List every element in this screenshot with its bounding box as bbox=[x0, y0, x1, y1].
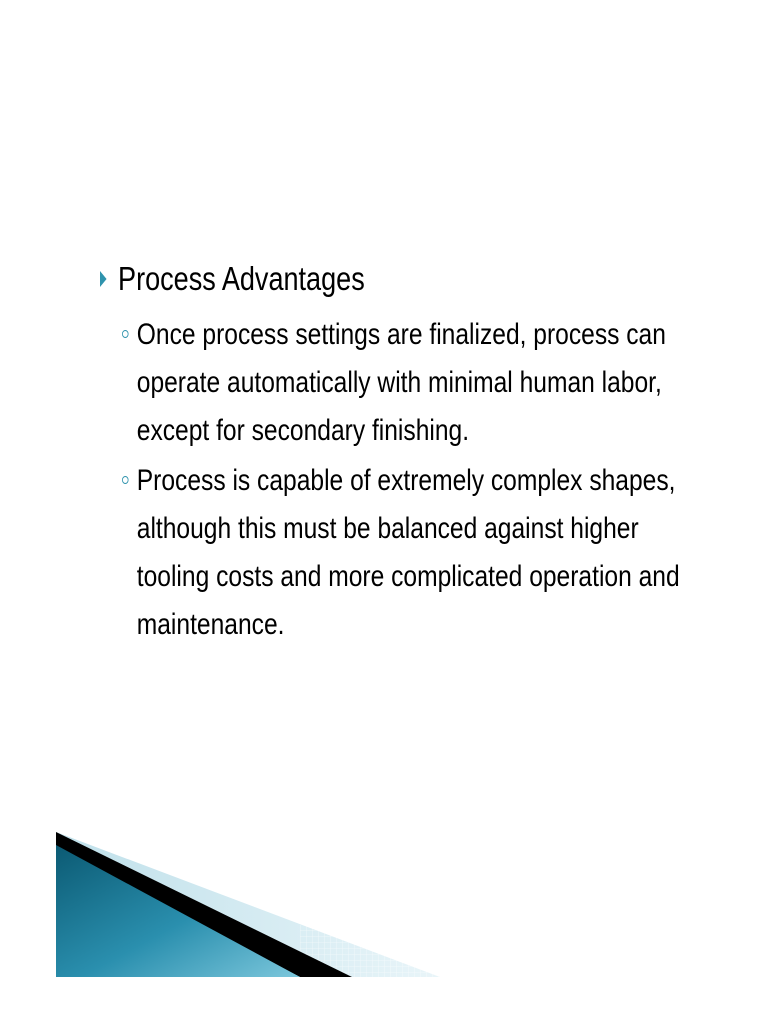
decor-black-stripe bbox=[56, 832, 352, 977]
decor-blue-wedge bbox=[56, 845, 300, 977]
sub-bullet-2-line-2: although this must be balanced against higher bbox=[136, 512, 639, 545]
slide-heading: Process Advantages bbox=[118, 260, 365, 297]
sub-bullet-2-line-4: maintenance. bbox=[136, 608, 285, 641]
sub-bullet-2-line-1: Process is capable of extremely complex shapes, bbox=[136, 464, 676, 497]
sub-bullet-1-line-1: Once process settings are finalized, process can bbox=[136, 318, 666, 351]
decor-light-wedge bbox=[56, 832, 440, 977]
slide-content bbox=[100, 255, 700, 651]
decor-grid-patch bbox=[300, 925, 440, 977]
sub-bullet-1 bbox=[122, 311, 666, 455]
sub-bullet-1-line-3: except for secondary finishing. bbox=[136, 414, 470, 447]
triangle-bullet-icon bbox=[100, 271, 107, 287]
sub-bullet-2-line-3: tooling costs and more complicated operation and bbox=[136, 560, 680, 593]
sub-bullet-2 bbox=[122, 457, 680, 649]
ring-bullet-icon bbox=[122, 476, 129, 484]
sub-bullet-1-line-2: operate automatically with minimal human labor, bbox=[136, 366, 662, 399]
ring-bullet-icon bbox=[122, 330, 129, 338]
heading-bullet bbox=[100, 255, 592, 303]
sub-bullet-list bbox=[100, 311, 700, 649]
